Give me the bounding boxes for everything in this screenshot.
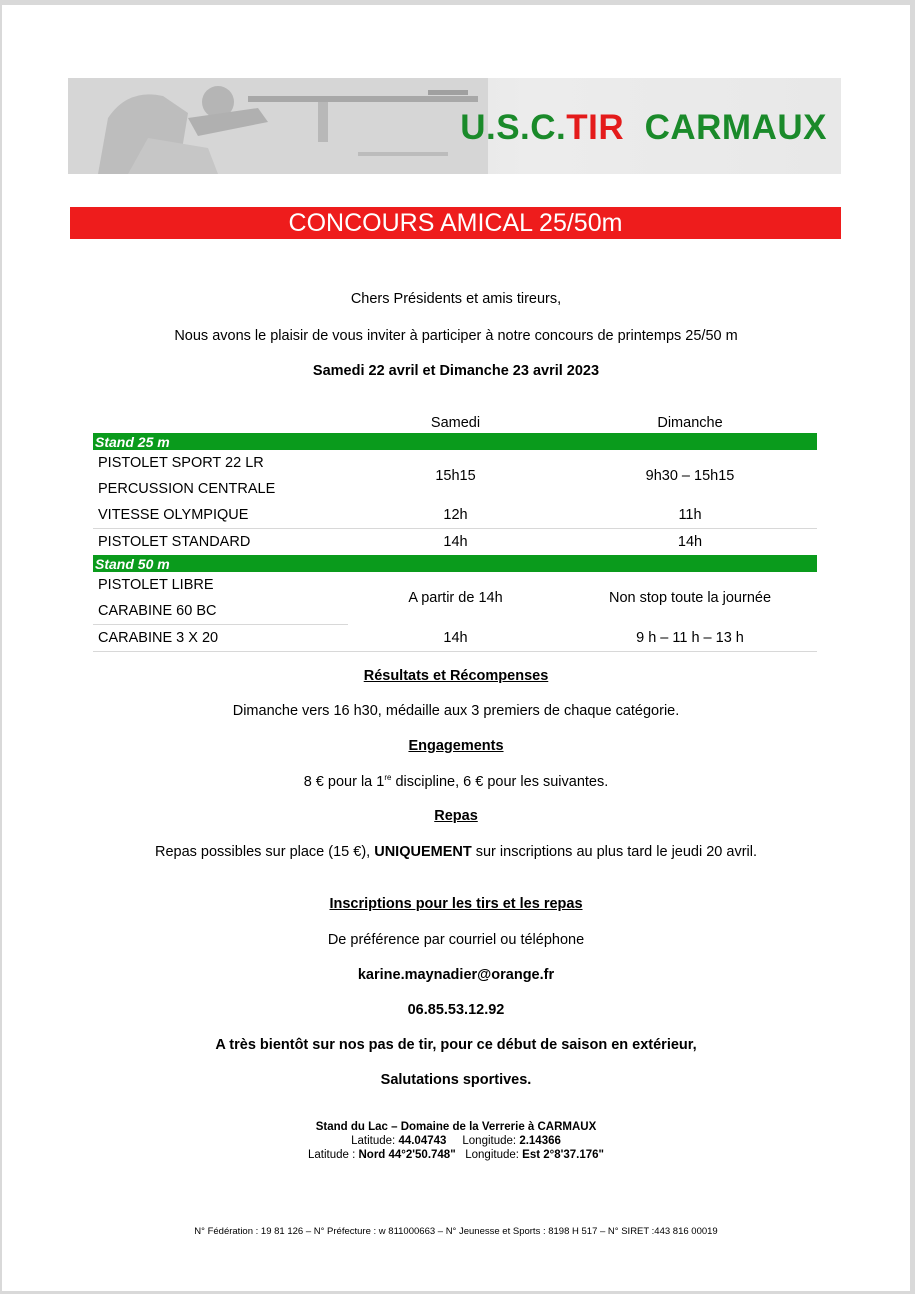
repas-text: Repas possibles sur place (15 €), UNIQUEMENT sur inscriptions au plus tard le jeudi 20 avril. (154, 844, 758, 860)
document-page (2, 5, 910, 1291)
samedi-time: 14h (443, 534, 468, 550)
samedi-time: A partir de 14h (408, 590, 503, 607)
event-name: PISTOLET STANDARD (98, 534, 251, 550)
stand-50-label: Stand 50 m (93, 555, 817, 572)
contact-phone[interactable]: 06.85.53.12.92 (407, 1002, 505, 1018)
results-heading: Résultats et Récompenses (363, 668, 549, 684)
inscriptions-text: De préférence par courriel ou téléphone (327, 932, 585, 948)
closing-line: A très bientôt sur nos pas de tir, pour ce début de saison en extérieur, (215, 1037, 697, 1053)
event-name: PISTOLET LIBRE (98, 577, 214, 593)
stand-25-row (93, 433, 817, 450)
dimanche-time: 9 h – 11 h – 13 h (563, 625, 817, 652)
shooter-photo-icon (68, 78, 488, 174)
location-dms: Latitude : Nord 44°2'50.748" Longitude: Est 2°8'37.176" (307, 1149, 605, 1161)
stand-50-row (93, 555, 817, 572)
event-title-bar: CONCOURS AMICAL 25/50m (70, 207, 841, 239)
samedi-time: 15h15 (435, 468, 476, 484)
engagements-heading: Engagements (408, 738, 504, 754)
table-row (93, 572, 817, 598)
club-banner (68, 78, 841, 174)
results-text: Dimanche vers 16 h30, médaille aux 3 premiers de chaque catégorie. (232, 703, 680, 719)
event-name: VITESSE OLYMPIQUE (93, 502, 348, 529)
samedi-time: 12h (348, 502, 563, 529)
inscriptions-heading: Inscriptions pour les tirs et les repas (329, 896, 583, 912)
event-name: CARABINE 60 BC (93, 598, 348, 625)
col-dimanche: Dimanche (657, 415, 723, 431)
repas-heading: Repas (434, 808, 478, 824)
table-row (93, 529, 817, 556)
event-name: PISTOLET SPORT 22 LR (98, 455, 264, 471)
event-name: PERCUSSION CENTRALE (98, 481, 276, 497)
title-carmaux: CARMAUX (644, 108, 827, 147)
greeting: Chers Présidents et amis tireurs, (350, 291, 562, 307)
engagements-text: 8 € pour la 1re discipline, 6 € pour les suivantes. (303, 773, 609, 790)
club-title (460, 108, 827, 148)
schedule-table (93, 413, 817, 652)
samedi-time: 14h (348, 625, 563, 652)
registration-footer: N° Fédération : 19 81 126 – N° Préfecture : w 811000663 – N° Jeunesse et Sports : 8198 H 517 – N° SIRET :443 816 00019 (194, 1226, 718, 1237)
table-row (93, 625, 817, 652)
location-decimal: Latitude: 44.04743 Longitude: 2.14366 (351, 1135, 561, 1147)
salutations: Salutations sportives. (380, 1072, 532, 1088)
location-name: Stand du Lac – Domaine de la Verrerie à CARMAUX (315, 1121, 597, 1133)
stand-25-label: Stand 25 m (93, 433, 817, 450)
schedule-header-row (93, 413, 817, 433)
dimanche-time: 11h (563, 502, 817, 529)
dimanche-time: Non stop toute la journée (608, 590, 772, 607)
title-usc: U.S.C. (460, 108, 567, 147)
dimanche-time: 9h30 – 15h15 (645, 468, 735, 484)
table-row (93, 502, 817, 529)
event-name: CARABINE 3 X 20 (93, 625, 348, 652)
dimanche-time: 14h (677, 534, 703, 550)
table-row (93, 450, 817, 476)
event-dates: Samedi 22 avril et Dimanche 23 avril 2023 (312, 363, 600, 379)
contact-email[interactable]: karine.maynadier@orange.fr (357, 967, 555, 983)
title-tir: TIR (566, 108, 625, 147)
invitation-text: Nous avons le plaisir de vous inviter à participer à notre concours de printemps 25/50 m (174, 328, 738, 344)
col-samedi: Samedi (430, 415, 481, 431)
